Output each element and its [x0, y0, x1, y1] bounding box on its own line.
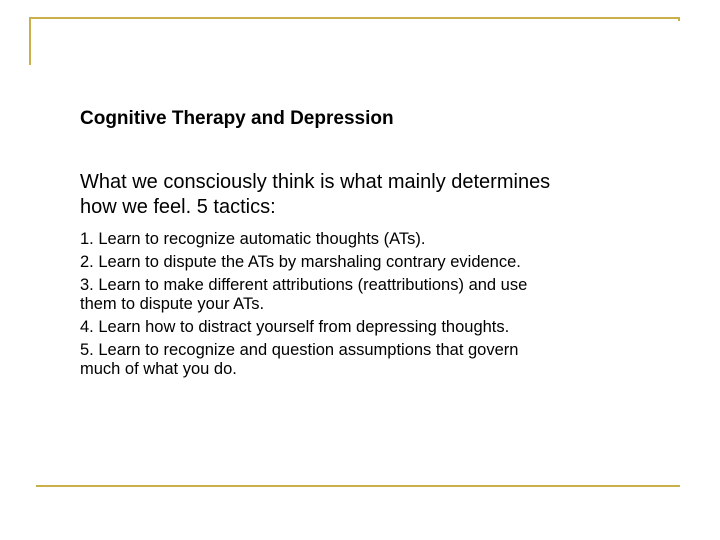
intro-paragraph: What we consciously think is what mainly determines how we feel. 5 tactics:	[80, 171, 551, 218]
tactic-item-3: 3. Learn to make different attributions (reattributions) and use them to dispute your ATs.	[80, 276, 528, 313]
tactic-item-5: 5. Learn to recognize and question assumptions that govern much of what you do.	[80, 341, 519, 378]
top-right-decorative-tick	[678, 17, 680, 21]
top-decorative-rule	[31, 17, 679, 19]
bottom-decorative-rule	[36, 485, 680, 487]
tactics-list	[80, 230, 560, 383]
top-left-decorative-tick	[29, 17, 31, 65]
tactic-item-2: 2. Learn to dispute the ATs by marshaling contrary evidence.	[80, 253, 521, 271]
tactic-item-1: 1. Learn to recognize automatic thoughts (ATs).	[80, 230, 426, 248]
tactic-item-4: 4. Learn how to distract yourself from depressing thoughts.	[80, 318, 510, 336]
slide-title: Cognitive Therapy and Depression	[80, 108, 394, 129]
